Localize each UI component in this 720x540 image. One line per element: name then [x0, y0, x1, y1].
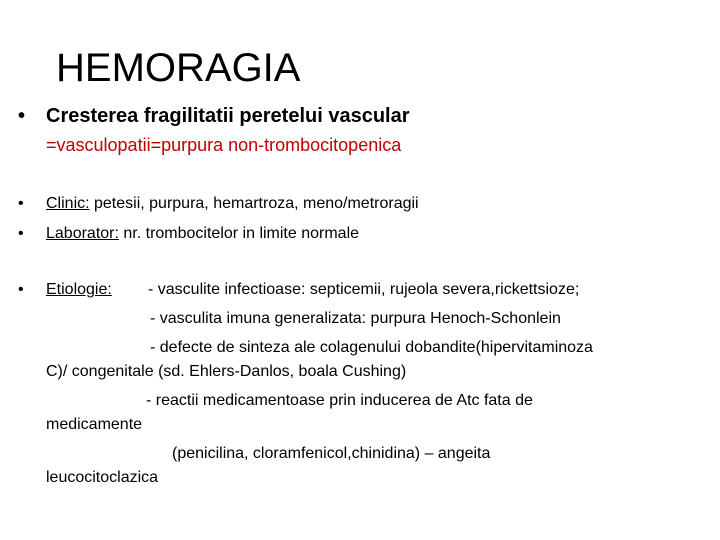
etiologie-line: medicamente	[46, 416, 143, 433]
etiologie-line: leucocitoclazica	[46, 469, 159, 486]
bullet-laborator-label: Laborator:	[46, 225, 119, 242]
etiologie-line: - defecte de sinteza ale colagenului dobandite(hipervitaminoza	[150, 339, 593, 356]
bullet-laborator-text: nr. trombocitelor in limite normale	[118, 225, 360, 242]
etiologie-line: C)/ congenitale (sd. Ehlers-Danlos, boala Cushing)	[46, 363, 407, 380]
bullet-clinic-text: petesii, purpura, hemartroza, meno/metroragii	[89, 195, 419, 212]
bullet-fragilitate-continuation: =vasculopatii=purpura non-trombocitopenica	[46, 135, 402, 155]
etiologie-line: (penicilina, cloramfenicol,chinidina) – angeita	[172, 445, 491, 462]
bullet-etiologie-label: Etiologie:	[46, 281, 112, 298]
bullet-dot-icon: •	[18, 281, 24, 298]
bullet-etiologie	[18, 279, 112, 301]
bullet-laborator	[18, 223, 359, 245]
bullet-fragilitate	[18, 103, 410, 129]
slide-title: HEMORAGIA	[56, 46, 301, 90]
etiologie-line: - vasculite infectioase: septicemii, rujeola severa,rickettsioze;	[148, 281, 580, 298]
bullet-clinic	[18, 193, 419, 215]
bullet-clinic-label: Clinic:	[46, 195, 90, 212]
etiologie-line: - reactii medicamentoase prin inducerea de Atc fata de	[146, 392, 533, 409]
bullet-fragilitate-text: Cresterea fragilitatii peretelui vascular	[46, 105, 410, 127]
bullet-dot-icon: •	[18, 225, 24, 242]
bullet-dot-icon: •	[18, 105, 26, 127]
etiologie-line: - vasculita imuna generalizata: purpura Henoch-Schonlein	[150, 310, 561, 327]
bullet-dot-icon: •	[18, 195, 24, 212]
